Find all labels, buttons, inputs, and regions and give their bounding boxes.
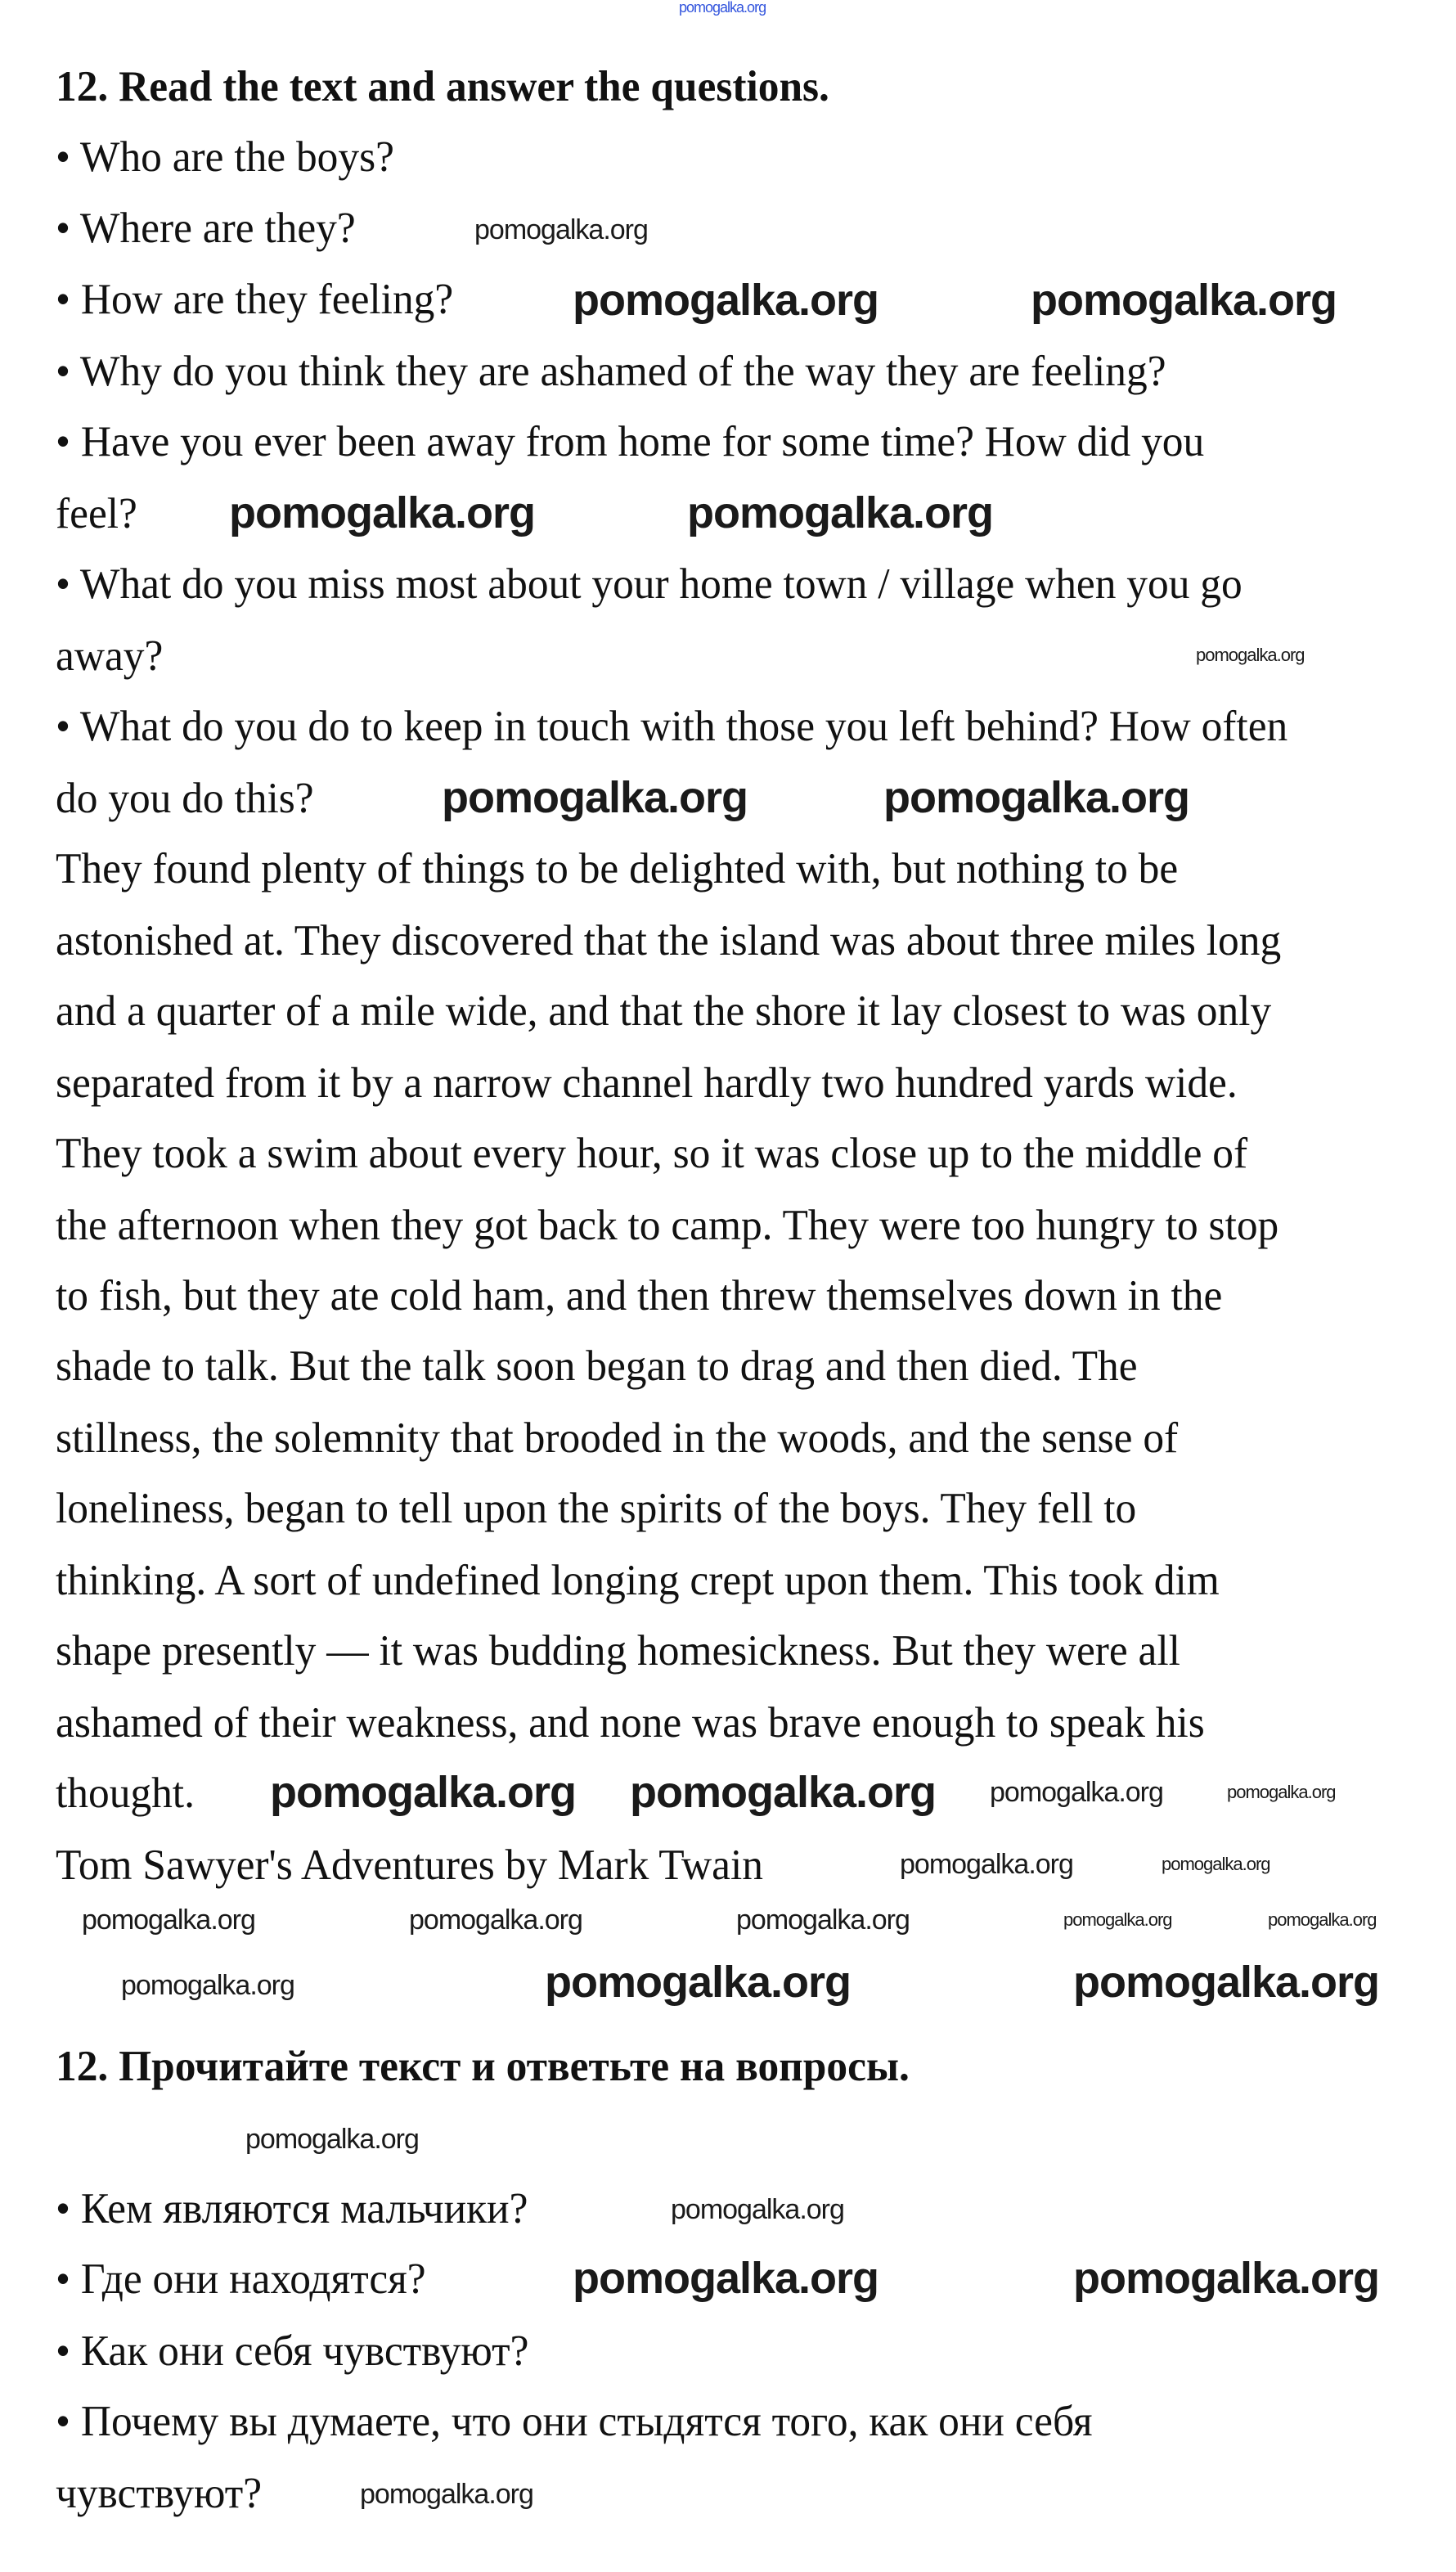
watermark: pomogalka.org	[1063, 1909, 1172, 1930]
watermark: pomogalka.org	[573, 2254, 879, 2303]
watermark: pomogalka.org	[82, 1904, 255, 1936]
watermark: pomogalka.org	[1196, 645, 1305, 665]
question: • Почему вы думаете, что они стыдятся того, как они себя	[56, 2398, 1093, 2445]
passage-line: and a quarter of a mile wide, and that the shore it lay closest to was only	[56, 987, 1272, 1035]
passage-line: shade to talk. But the talk soon began to drag and then died. The	[56, 1342, 1138, 1390]
source-attribution: Tom Sawyer's Adventures by Mark Twain	[56, 1841, 763, 1889]
passage-line: ashamed of their weakness, and none was brave enough to speak his	[56, 1699, 1205, 1747]
watermark: pomogalka.org	[1073, 2254, 1380, 2303]
watermark: pomogalka.org	[900, 1849, 1073, 1880]
watermark: pomogalka.org	[990, 1777, 1163, 1808]
passage-line: thought.	[56, 1769, 195, 1817]
watermark: pomogalka.org	[630, 1768, 937, 1817]
passage-line: They took a swim about every hour, so it was close up to the middle of	[56, 1130, 1248, 1177]
watermark: pomogalka.org	[229, 488, 536, 537]
passage-line: separated from it by a narrow channel hardly two hundred yards wide.	[56, 1059, 1238, 1107]
question: • Why do you think they are ashamed of the way they are feeling?	[56, 348, 1166, 395]
question: • How are they feeling?	[56, 276, 454, 323]
question: away?	[56, 632, 164, 680]
watermark: pomogalka.org	[671, 2194, 844, 2225]
question: чувствуют?	[56, 2470, 263, 2517]
passage-line: They found plenty of things to be delighted with, but nothing to be	[56, 845, 1179, 893]
passage-line: shape presently — it was budding homesickness. But they were all	[56, 1627, 1180, 1675]
exercise-title-russian: 12. Прочитайте текст и ответьте на вопросы.	[56, 2043, 910, 2090]
watermark: pomogalka.org	[883, 773, 1190, 822]
question: do you do this?	[56, 775, 314, 822]
question: • Who are the boys?	[56, 133, 394, 181]
watermark: pomogalka.org	[1162, 1854, 1270, 1874]
question: • Как они себя чувствуют?	[56, 2327, 529, 2375]
watermark: pomogalka.org	[360, 2479, 533, 2510]
question: feel?	[56, 490, 137, 537]
question: • What do you miss most about your home town / village when you go	[56, 560, 1243, 608]
watermark: pomogalka.org	[270, 1768, 577, 1817]
passage-line: loneliness, began to tell upon the spirits of the boys. They fell to	[56, 1485, 1137, 1532]
watermark: pomogalka.org	[474, 214, 648, 245]
watermark: pomogalka.org	[1031, 276, 1337, 325]
watermark: pomogalka.org	[687, 488, 994, 537]
question: • Where are they?	[56, 205, 356, 252]
passage-line: the afternoon when they got back to camp. They were too hungry to stop	[56, 1202, 1279, 1249]
question: • What do you do to keep in touch with those you left behind? How often	[56, 703, 1288, 750]
watermark: pomogalka.org	[442, 773, 748, 822]
passage-line: stillness, the solemnity that brooded in the woods, and the sense of	[56, 1414, 1179, 1462]
watermark: pomogalka.org	[545, 1958, 852, 2007]
watermark: pomogalka.org	[1268, 1909, 1377, 1930]
watermark: pomogalka.org	[1073, 1958, 1380, 2007]
watermark: pomogalka.org	[573, 276, 879, 325]
passage-line: astonished at. They discovered that the island was about three miles long	[56, 917, 1282, 964]
question: • Кем являются мальчики?	[56, 2185, 528, 2233]
question: • Have you ever been away from home for some time? How did you	[56, 418, 1205, 465]
watermark: pomogalka.org	[736, 1904, 910, 1936]
exercise-title: 12. Read the text and answer the questions.	[56, 63, 829, 110]
passage-line: thinking. A sort of undefined longing crept upon them. This took dim	[56, 1557, 1220, 1604]
watermark: pomogalka.org	[679, 0, 766, 16]
question: • Где они находятся?	[56, 2255, 426, 2303]
watermark: pomogalka.org	[1227, 1782, 1336, 1802]
watermark: pomogalka.org	[121, 1970, 294, 2001]
watermark: pomogalka.org	[409, 1904, 582, 1936]
passage-line: to fish, but they ate cold ham, and then threw themselves down in the	[56, 1272, 1223, 1320]
watermark: pomogalka.org	[245, 2124, 419, 2155]
